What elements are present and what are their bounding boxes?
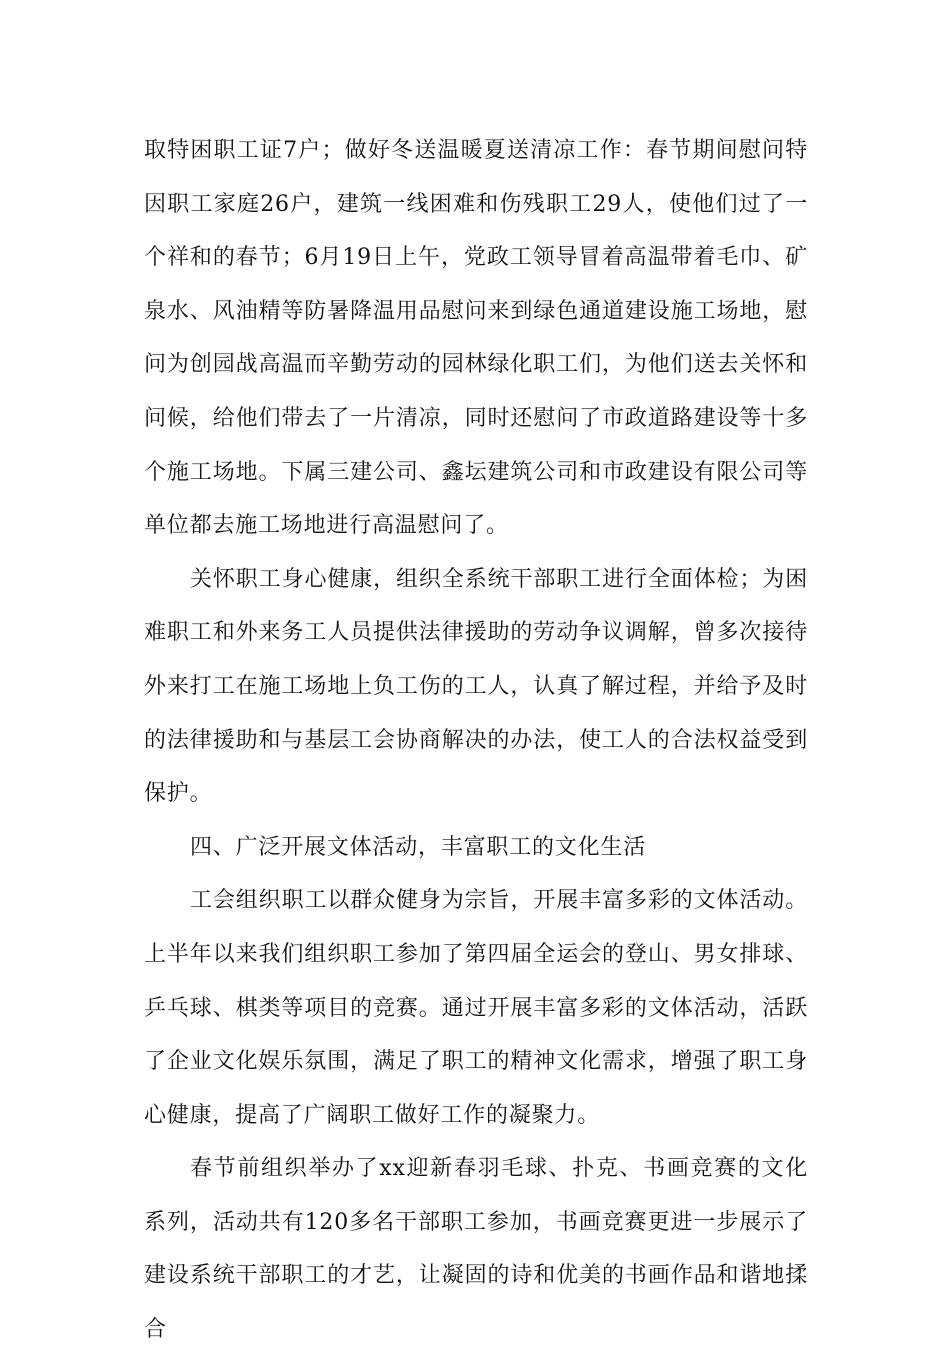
- paragraph-sports-activities: 工会组织职工以群众健身为宗旨，开展丰富多彩的文体活动。上半年以来我们组织职工参加了第四届全运会的登山、男女排球、乒乓球、棋类等项目的竞赛。通过开展丰富多彩的文体活动，活跃了企业文化娱乐氛围，满足了职工的精神文化需求，增强了职工身心健康，提高了广阔职工做好工作的凝聚力。: [144, 888, 808, 1128]
- paragraph-spring-festival: 春节前组织举办了xx迎新春羽毛球、扑克、书画竞赛的文化系列，活动共有120多名干部职工参加，书画竞赛更进一步展示了建设系统干部职工的才艺，让凝固的诗和优美的书画作品和谐地揉合: [144, 1156, 808, 1343]
- section-heading: 四、广泛开展文体活动，丰富职工的文化生活: [190, 834, 647, 860]
- paragraph-continuation: 取特困职工证7户；做好冬送温暖夏送清凉工作：春节期间慰问特因职工家庭26户，建筑一线困难和伤残职工29人，使他们过了一个祥和的春节；6月19日上午，党政工领导冒着高温带着毛巾、矿泉水、风油精等防暑降温用品慰问来到绿色通道建设施工场地，慰问为创园战高温而辛勤劳动的园林绿化职工们，为他们送去关怀和问候，给他们带去了一片清凉，同时还慰问了市政道路建设等十多个施工场地。下属三建公司、鑫坛建筑公司和市政建设有限公司等单位都去施工场地进行高温慰问了。: [144, 138, 808, 539]
- paragraph-health-care: 关怀职工身心健康，组织全系统干部职工进行全面体检；为困难职工和外来务工人员提供法律援助的劳动争议调解，曾多次接待外来打工在施工场地上负工伤的工人，认真了解过程，并给予及时的法律援助和与基层工会协商解决的办法，使工人的合法权益受到保护。: [144, 566, 808, 807]
- document-page: [144, 124, 808, 1357]
